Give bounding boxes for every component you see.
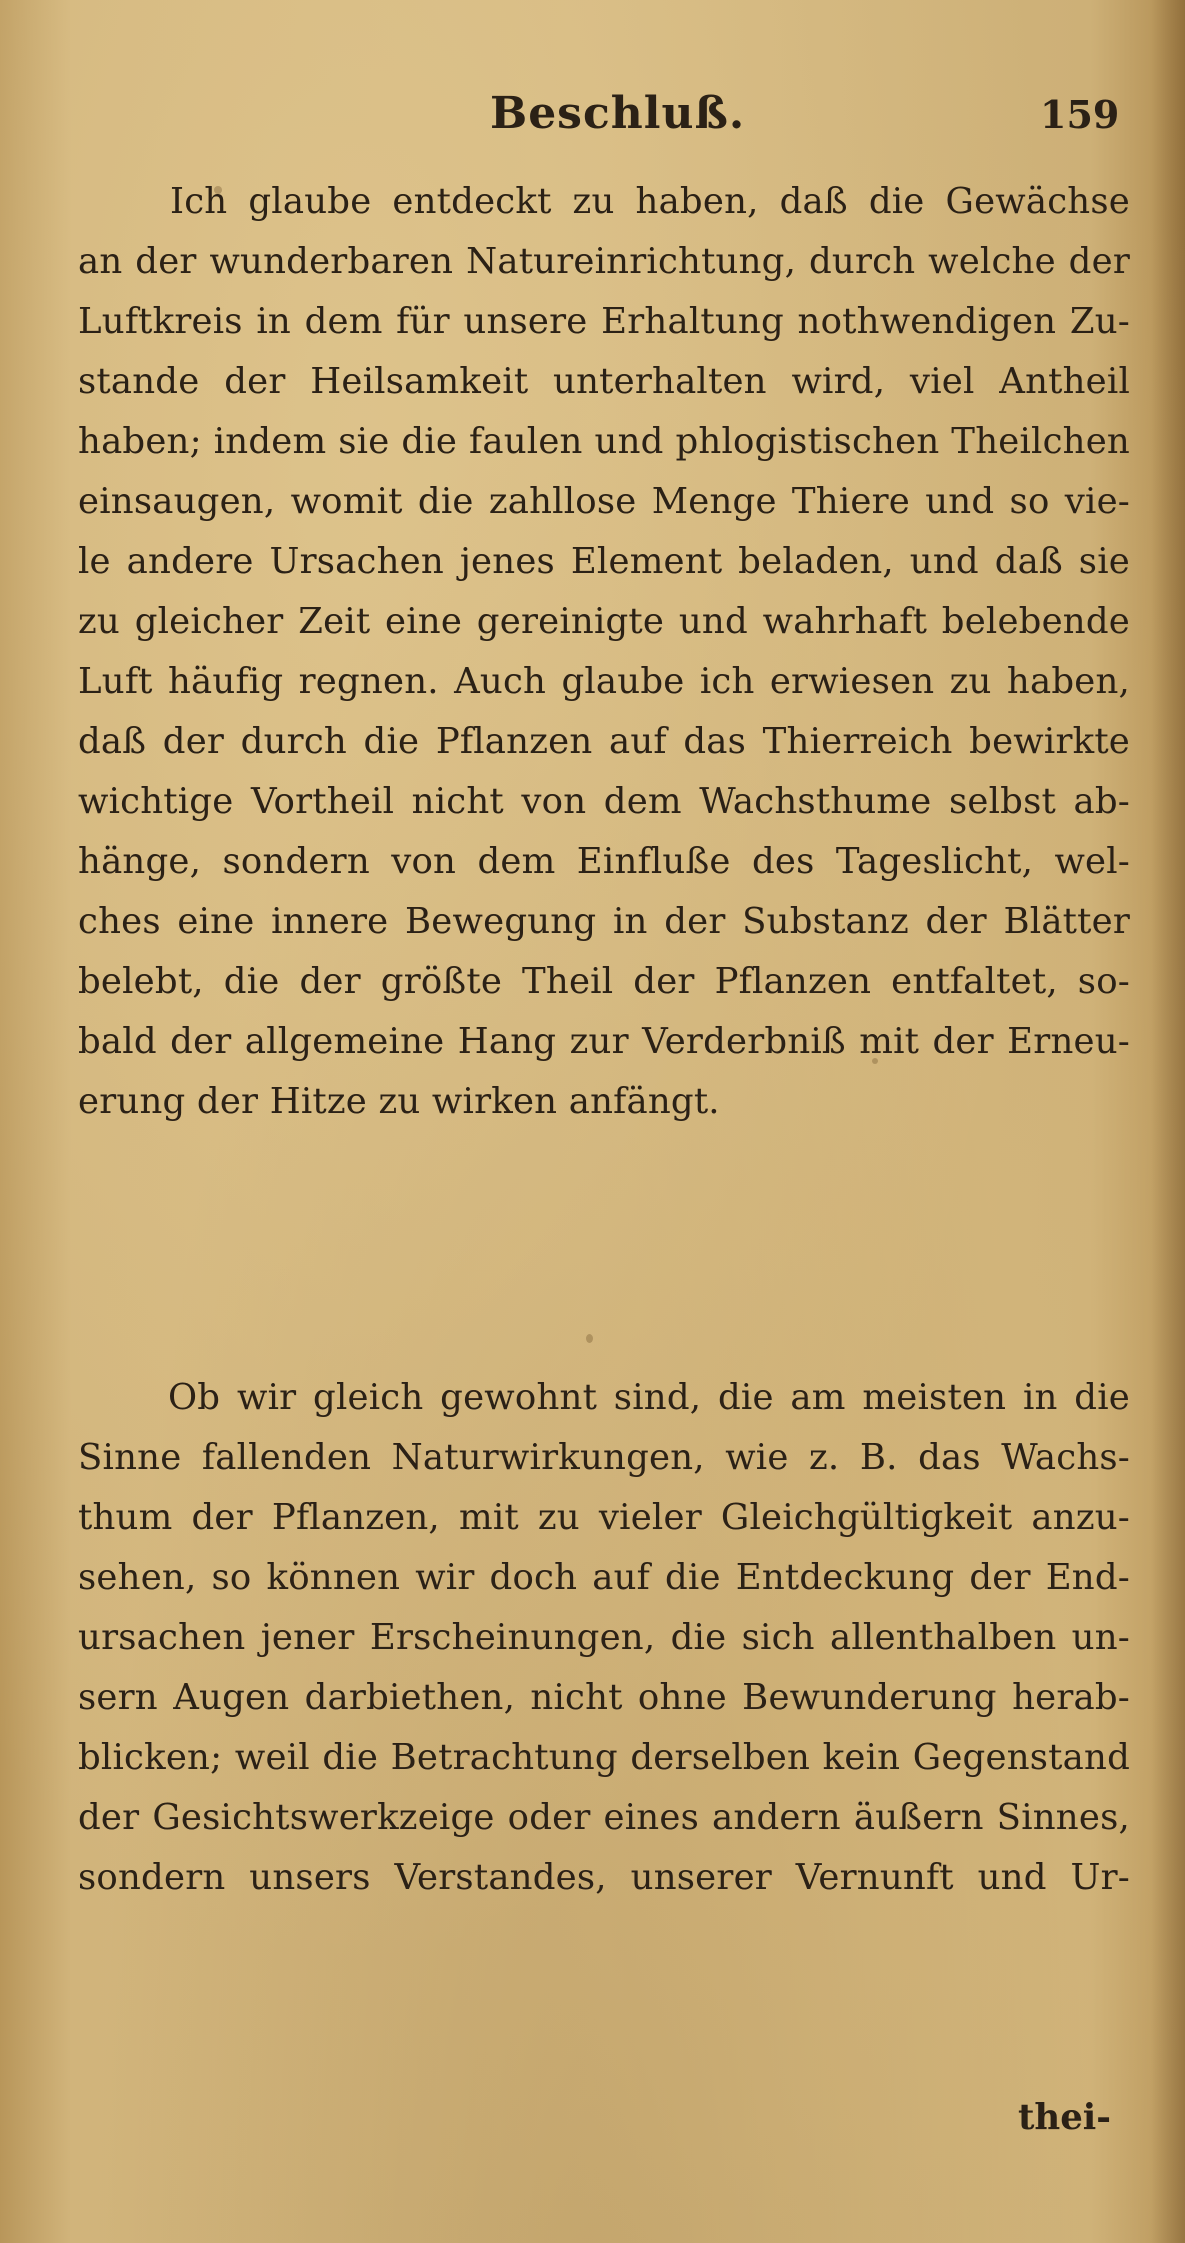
page-header — [0, 88, 1185, 148]
text-line: der Gesichtswerkzeige oder eines andern äußern Sinnes, — [78, 1797, 1130, 1838]
text-line: ches eine innere Bewegung in der Substanz der Blätter — [78, 901, 1130, 942]
text-line: Ich glaube entdeckt zu haben, daß die Gewächse — [170, 181, 1130, 222]
running-head: Beschluß. — [490, 88, 746, 139]
text-line: Ob wir gleich gewohnt sind, die am meisten in die — [168, 1377, 1130, 1418]
text-line: le andere Ursachen jenes Element beladen, und daß sie — [78, 541, 1130, 582]
text-line: ursachen jener Erscheinungen, die sich allenthalben un- — [78, 1617, 1130, 1658]
text-line: sehen, so können wir doch auf die Entdeckung der End- — [78, 1557, 1130, 1598]
text-line: sern Augen darbiethen, nicht ohne Bewunderung herab- — [78, 1677, 1130, 1718]
text-line: blicken; weil die Betrachtung derselben kein Gegenstand — [78, 1737, 1130, 1778]
text-line: Luft häufig regnen. Auch glaube ich erwiesen zu haben, — [78, 661, 1130, 702]
text-line: Luftkreis in dem für unsere Erhaltung nothwendigen Zu- — [78, 301, 1130, 342]
text-line: wichtige Vortheil nicht von dem Wachsthume selbst ab- — [78, 781, 1130, 822]
text-line: hänge, sondern von dem Einfluße des Tageslicht, wel- — [78, 841, 1130, 882]
paper-stain — [586, 1334, 593, 1343]
text-line: Sinne fallenden Naturwirkungen, wie z. B. das Wachs- — [78, 1437, 1130, 1478]
text-line: sondern unsers Verstandes, unserer Vernunft und Ur- — [78, 1857, 1130, 1898]
catchword: thei- — [1018, 2097, 1112, 2138]
text-line: stande der Heilsamkeit unterhalten wird, viel Antheil — [78, 361, 1130, 402]
text-line: haben; indem sie die faulen und phlogistischen Theilchen — [78, 421, 1130, 462]
page-number: 159 — [1040, 92, 1120, 137]
text-line: belebt, die der größte Theil der Pflanzen entfaltet, so- — [78, 961, 1130, 1002]
text-line: bald der allgemeine Hang zur Verderbniß mit der Erneu- — [78, 1021, 1130, 1062]
text-line: erung der Hitze zu wirken anfängt. — [78, 1081, 720, 1122]
text-line: an der wunderbaren Natureinrichtung, durch welche der — [78, 241, 1130, 282]
text-line: einsaugen, womit die zahllose Menge Thiere und so vie- — [78, 481, 1130, 522]
page-fold-shadow — [1151, 0, 1185, 2243]
text-line: daß der durch die Pflanzen auf das Thierreich bewirkte — [78, 721, 1130, 762]
text-line: thum der Pflanzen, mit zu vieler Gleichgültigkeit anzu- — [78, 1497, 1130, 1538]
paragraph-1 — [78, 172, 1130, 1132]
text-line: zu gleicher Zeit eine gereinigte und wahrhaft belebende — [78, 601, 1130, 642]
paragraph-2 — [78, 1368, 1130, 1908]
